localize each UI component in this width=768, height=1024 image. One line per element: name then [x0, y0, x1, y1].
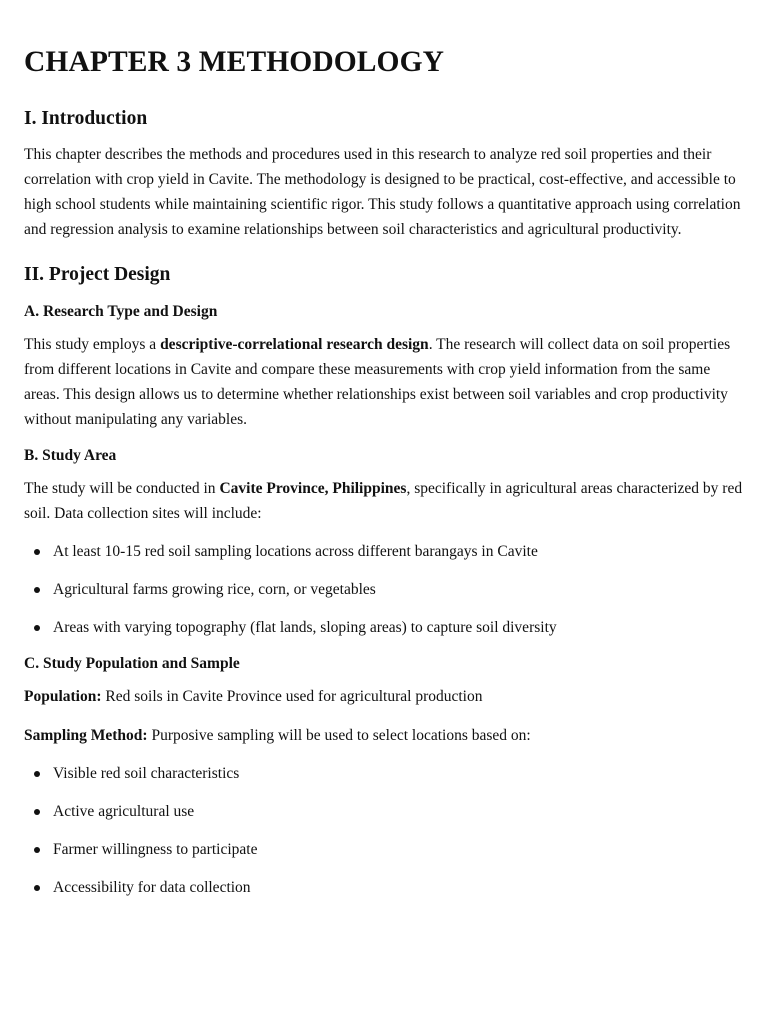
study-area-list	[24, 539, 744, 640]
list-item	[24, 875, 744, 900]
subheading-study-population: C. Study Population and Sample	[24, 655, 240, 672]
research-type-text-before: This study employs a	[24, 336, 161, 353]
list-item-text: Accessibility for data collection	[53, 879, 251, 896]
bullet-icon	[34, 847, 40, 853]
list-item	[24, 837, 744, 862]
research-type-paragraph	[24, 332, 744, 432]
list-item-text: Active agricultural use	[53, 803, 195, 820]
research-design-bold: descriptive-correlational research design	[160, 336, 429, 353]
bullet-icon	[34, 549, 40, 555]
bullet-icon	[34, 885, 40, 891]
population-paragraph	[24, 684, 744, 709]
section-heading-project-design: II. Project Design	[24, 264, 171, 285]
subheading-research-type: A. Research Type and Design	[24, 303, 218, 320]
list-item-text: At least 10-15 red soil sampling locations across different barangays in Cavite	[53, 543, 538, 560]
study-area-location-bold: Cavite Province, Philippines	[219, 480, 407, 497]
sampling-criteria-list	[24, 761, 744, 900]
bullet-icon	[34, 625, 40, 631]
list-item-text: Visible red soil characteristics	[53, 765, 240, 782]
study-area-text-after: , specifically in agricultural areas characterized by red soil. Data collection sites will include:	[24, 480, 743, 522]
chapter-title: CHAPTER 3 METHODOLOGY	[24, 46, 445, 78]
list-item	[24, 539, 744, 564]
list-item-text: Agricultural farms growing rice, corn, or vegetables	[53, 581, 376, 598]
list-item	[24, 799, 744, 824]
section-heading-introduction: I. Introduction	[24, 108, 148, 129]
list-item-text: Areas with varying topography (flat lands, sloping areas) to capture soil diversity	[53, 619, 557, 636]
list-item-text: Farmer willingness to participate	[53, 841, 258, 858]
sampling-method-paragraph	[24, 723, 744, 748]
research-type-text-after: . The research will collect data on soil properties from different locations in Cavite and compare these measurements with crop yield information from the same areas. This design allows us to determine whether relationships exist between soil variables and crop productivity without manipulating any variables.	[24, 336, 731, 428]
population-label: Population:	[24, 688, 102, 705]
study-area-text-before: The study will be conducted in	[24, 480, 220, 497]
introduction-paragraph: This chapter describes the methods and procedures used in this research to analyze red soil properties and their correlation with crop yield in Cavite. The methodology is designed to be practical, cost-effective, and accessible to high school students while maintaining scientific rigor. This study follows a quantitative approach using correlation and regression analysis to examine relationships between soil characteristics and agricultural productivity.	[24, 146, 741, 238]
list-item	[24, 761, 744, 786]
sampling-method-text: Purposive sampling will be used to select locations based on:	[147, 727, 531, 744]
bullet-icon	[34, 771, 40, 777]
list-item	[24, 615, 744, 640]
list-item	[24, 577, 744, 602]
subheading-study-area: B. Study Area	[24, 447, 117, 464]
population-text: Red soils in Cavite Province used for agricultural production	[101, 688, 483, 705]
study-area-paragraph	[24, 476, 744, 526]
sampling-method-label: Sampling Method:	[24, 727, 148, 744]
bullet-icon	[34, 587, 40, 593]
bullet-icon	[34, 809, 40, 815]
